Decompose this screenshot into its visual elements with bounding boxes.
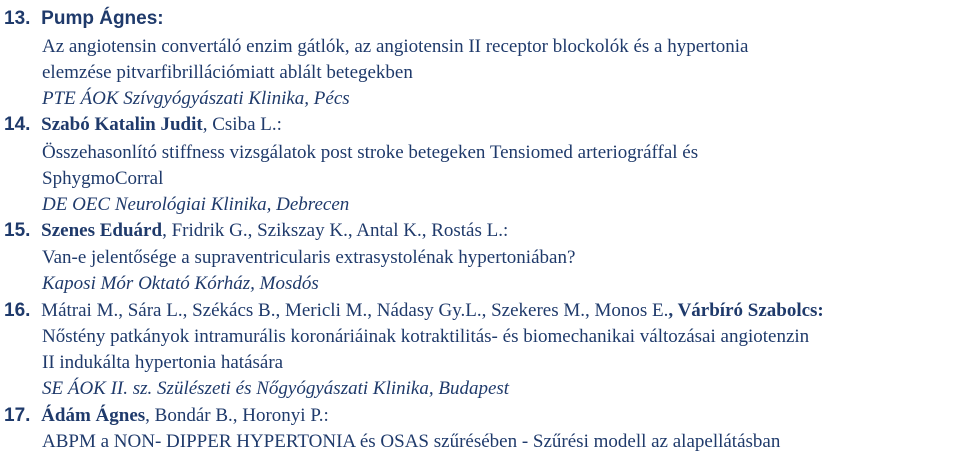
entry-author-bold: Szabó Katalin Judit — [41, 114, 203, 135]
entry-author-bold: , Várbíró Szabolcs — [668, 300, 818, 321]
entry-author-rest: : — [157, 8, 164, 29]
entry-13-title-line-1: Az angiotensin convertáló enzim gátlók, az angiotensin II receptor blockolók és a hypertonia — [42, 36, 749, 57]
entry-author-rest: , Csiba L.: — [202, 114, 282, 135]
entry-17-header — [4, 404, 329, 428]
entry-number: 17. — [4, 405, 31, 426]
entry-15-title-line-1: Van-e jelentősége a supraventricularis extrasystolénak hypertoniában? — [42, 247, 576, 268]
entry-16-institution: SE ÁOK II. sz. Szülészeti és Nőgyógyászati Klinika, Budapest — [42, 378, 510, 399]
entry-number: 15. — [4, 220, 31, 241]
entry-17-title-line-1: ABPM a NON- DIPPER HYPERTONIA és OSAS szűrésében - Szűrési modell az alapellátásban — [42, 431, 781, 452]
entry-14-title-line-2: SphygmoCorral — [42, 168, 164, 189]
entry-16-title-line-1: Nőstény patkányok intramurális koronáriáinak kotraktilitás- és biomechanikai változásai angiotenzin — [42, 326, 810, 347]
entry-author-rest: , Bondár B., Horonyi P.: — [145, 405, 329, 426]
entry-number: 13. — [4, 8, 31, 29]
entry-author-bold: Szenes Eduárd — [41, 220, 163, 241]
entry-author-rest: , Fridrik G., Szikszay K., Antal K., Rostás L.: — [162, 220, 509, 241]
entry-author-pre: Mátrai M., Sára L., Székács B., Mericli M., Nádasy Gy.L., Szekeres M., Monos E. — [41, 300, 669, 321]
entry-number: 14. — [4, 114, 31, 135]
entry-number: 16. — [4, 300, 31, 321]
entry-author-bold: Ádám Ágnes — [41, 405, 146, 426]
entry-13-institution: PTE ÁOK Szívgyógyászati Klinika, Pécs — [42, 88, 350, 109]
entry-author-rest: : — [817, 300, 824, 321]
entry-14-header — [4, 113, 282, 137]
entry-13-title-line-2: elemzése pitvarfibrillációmiatt ablált betegekben — [42, 62, 413, 83]
entry-15-institution: Kaposi Mór Oktató Kórház, Mosdós — [42, 273, 319, 294]
entry-16-header — [4, 299, 824, 323]
entry-author-bold: Pump Ágnes — [41, 8, 158, 29]
entry-16-title-line-2: II indukálta hypertonia hatására — [42, 352, 284, 373]
entry-13-header — [4, 7, 164, 31]
entry-14-institution: DE OEC Neurológiai Klinika, Debrecen — [42, 194, 350, 215]
entry-15-header — [4, 219, 508, 243]
entry-14-title-line-1: Összehasonlító stiffness vizsgálatok post stroke betegeken Tensiomed arteriográffal és — [42, 142, 699, 163]
